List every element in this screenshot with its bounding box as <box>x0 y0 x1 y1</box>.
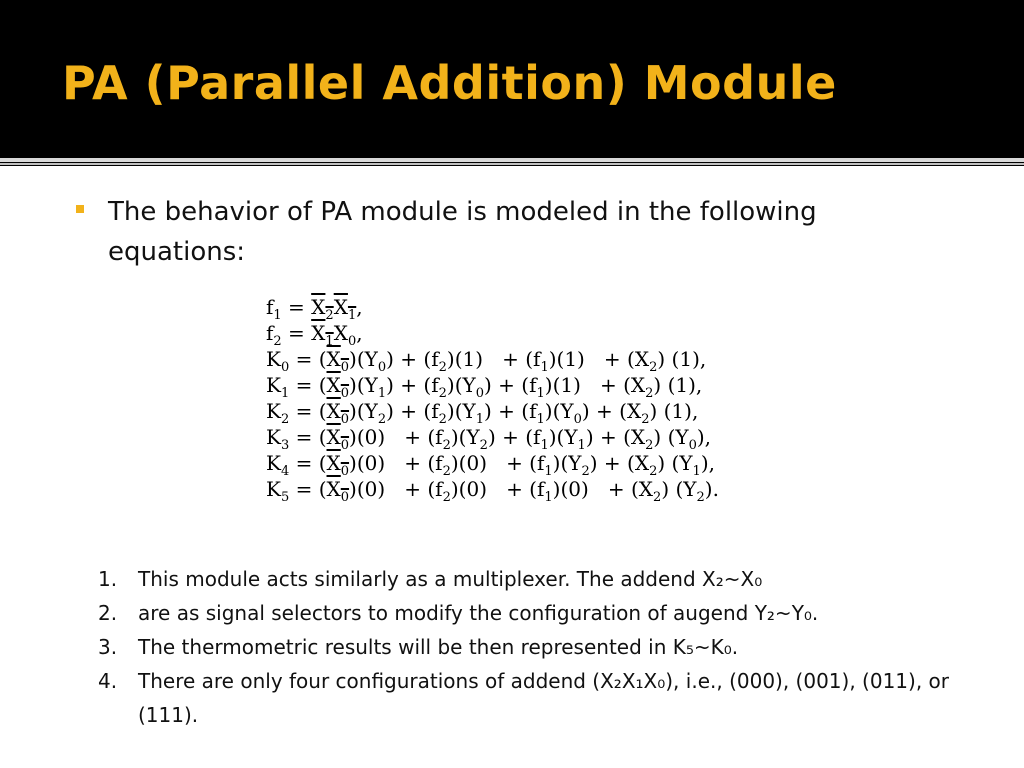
list-number: 2. <box>98 601 118 625</box>
list-number: 4. <box>98 669 118 693</box>
equation-k5: $K_5 = (X_0)(0) + (f_2)(0) + (f_1)(0) + (X_2)$ $(Y_2)$. <box>266 477 719 505</box>
equation-k4: $K_4 = (X_0)(0) + (f_2)(0) + (f_1)(Y_2) + (X_2)$ $(Y_1)$, <box>266 451 715 479</box>
list-item-text: are as signal selectors to modify the configuration of augend Y₂~Y₀. <box>138 601 819 625</box>
equation-f1: $f_1 = X_2X_1$, <box>266 295 363 323</box>
slide-title: PA (Parallel Addition) Module <box>62 56 837 110</box>
list-item <box>96 630 976 664</box>
title-bar <box>0 0 1024 158</box>
list-item <box>96 664 976 732</box>
equation-k2: $K_2 = (X_0)(Y_2) + (f_2)(Y_1) + (f_1)(Y_0) + (X_2)$ (1), <box>266 399 699 427</box>
list-item <box>96 596 976 630</box>
list-item-text: The thermometric results will be then represented in K₅~K₀. <box>138 635 739 659</box>
list-number: 3. <box>98 635 118 659</box>
equation-k1: $K_1 = (X_0)(Y_1) + (f_2)(Y_0) + (f_1)(1) + (X_2)$ (1), <box>266 373 703 401</box>
list-number: 1. <box>98 567 118 591</box>
divider-secondary <box>0 163 1024 165</box>
equation-f2: $f_2 = X_1X_0$, <box>266 321 363 349</box>
bullet-square-icon <box>76 205 84 213</box>
list-item-text: There are only four configurations of addend (X₂X₁X₀), i.e., (000), (001), (011), or (111). <box>138 669 950 727</box>
equation-k0: $K_0 = (X_0)(Y_0) + (f_2)(1) + (f_1)(1) + (X_2)$ (1), <box>266 347 707 375</box>
bullet-text: The behavior of PA module is modeled in the following equations: <box>108 197 817 267</box>
divider <box>0 158 1024 162</box>
list-item-text: This module acts similarly as a multiplexer. The addend X₂~X₀ <box>138 567 763 591</box>
equation-k3: $K_3 = (X_0)(0) + (f_2)(Y_2) + (f_1)(Y_1) + (X_2)$ $(Y_0)$, <box>266 425 712 453</box>
list-item <box>96 562 976 596</box>
equations-figure <box>266 294 719 505</box>
numbered-list <box>96 562 976 732</box>
